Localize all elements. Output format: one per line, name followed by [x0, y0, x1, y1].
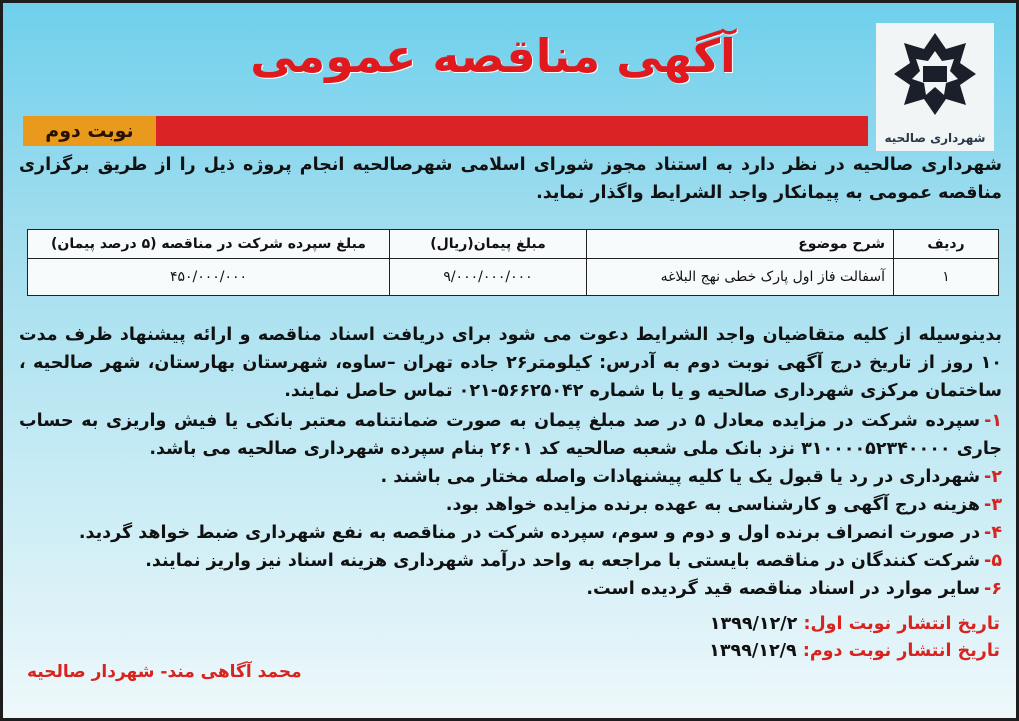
table-header-row: [28, 230, 999, 259]
header-description: شرح موضوع: [587, 230, 894, 259]
item-number: ۴-: [984, 523, 1002, 543]
intro-paragraph: شهرداری صالحیه در نظر دارد به استناد مجوز شورای اسلامی شهرصالحیه انجام پروژه ذیل را از طریق برگزاری مناقصه عمومی به پیمانکار واجد الشرایط واگذار نماید.: [19, 155, 1002, 203]
second-publication-date: [709, 638, 1000, 665]
cell-deposit-amount: [28, 259, 390, 296]
deposit-amount-value: ۴۵۰/۰۰۰/۰۰۰: [169, 269, 248, 285]
list-item: [19, 491, 1002, 519]
item-text: سایر موارد در اسناد مناقصه قید گردیده است.: [586, 579, 981, 599]
logo-caption: شهرداری صالحیه: [884, 131, 986, 145]
item-text: شهرداری در رد یا قبول یک یا کلیه پیشنهادات واصله مختار می باشند .: [380, 467, 981, 487]
list-item: [19, 519, 1002, 547]
list-item: [19, 463, 1002, 491]
item-number: ۳-: [984, 495, 1002, 515]
conditions-list: [19, 407, 1002, 603]
item-text: هزینه درج آگهی و کارشناسی به عهده برنده مزایده خواهد بود.: [445, 495, 981, 515]
item-number: ۱-: [984, 411, 1003, 431]
item-number: ۵-: [984, 551, 1002, 571]
item-number: ۲-: [984, 467, 1002, 487]
cell-row-number: ۱: [894, 259, 999, 296]
item-text: در صورت انصراف برنده اول و دوم و سوم، سپرده شرکت در مناقصه به نفع شهرداری ضبط خواهد گردید.: [78, 523, 981, 543]
edition-badge: نوبت دوم: [23, 116, 156, 146]
item-text: سپرده شرکت در مزایده معادل ۵ در صد مبلغ پیمان به صورت ضمانتنامه معتبر بانکی یا فیش واریزی به حساب جاری ۳۱۰۰۰۰۵۲۳۴۰۰۰۰ نزد بانک ملی شعبه صالحیه کد ۲۶۰۱ بنام سپرده شهرداری صالحیه می باشد.: [19, 411, 1002, 459]
list-item: [19, 407, 1002, 463]
list-item: [19, 547, 1002, 575]
second-date-value: ۱۳۹۹/۱۲/۹: [709, 641, 797, 661]
item-number: ۶-: [984, 579, 1002, 599]
first-date-value: ۱۳۹۹/۱۲/۲: [709, 614, 798, 634]
second-date-label: تاریخ انتشار نوبت دوم:: [802, 641, 1000, 661]
header-contract-amount: مبلغ پیمان(ریال): [390, 230, 587, 259]
tender-table: [27, 229, 999, 296]
notice-title: آگهی مناقصه عمومی: [250, 29, 736, 83]
header-red-bar: [156, 116, 868, 146]
first-publication-date: [709, 611, 1000, 638]
cell-description: آسفالت فاز اول پارک خطی نهج البلاغه: [587, 259, 894, 296]
header-deposit-amount: مبلغ سپرده شرکت در مناقصه (۵ درصد پیمان): [28, 230, 390, 259]
invitation-paragraph: بدینوسیله از کلیه متقاضیان واجد الشرایط دعوت می شود برای دریافت اسناد مناقصه و ارائه پیشنهاد ظرف مدت ۱۰ روز از تاریخ درج آگهی نوبت دوم به آدرس: کیلومتر۲۶ جاده تهران –ساوه، شهرستان بهارستان، شهر صالحیه ، ساختمان مرکزی شهرداری صالحیه و یا با شماره ۵۶۶۲۵۰۴۲-۰۲۱ تماس حاصل نمایند.: [19, 325, 1002, 401]
table-row: [28, 259, 999, 296]
item-text: شرکت کنندگان در مناقصه بایستی با مراجعه به واحد درآمد شهرداری هزینه اسناد نیز واریز نمایند.: [145, 551, 981, 571]
mayor-signature: محمد آگاهی مند- شهردار صالحیه: [27, 662, 302, 682]
list-item: [19, 575, 1002, 603]
municipality-logo: [876, 23, 994, 151]
logo-emblem-icon: [890, 29, 980, 119]
header-row-number: ردیف: [894, 230, 999, 259]
contract-amount-value: ۹/۰۰۰/۰۰۰/۰۰۰: [443, 269, 533, 285]
first-date-label: تاریخ انتشار نوبت اول:: [803, 614, 1000, 634]
publication-dates: [709, 611, 1000, 665]
cell-contract-amount: [390, 259, 587, 296]
